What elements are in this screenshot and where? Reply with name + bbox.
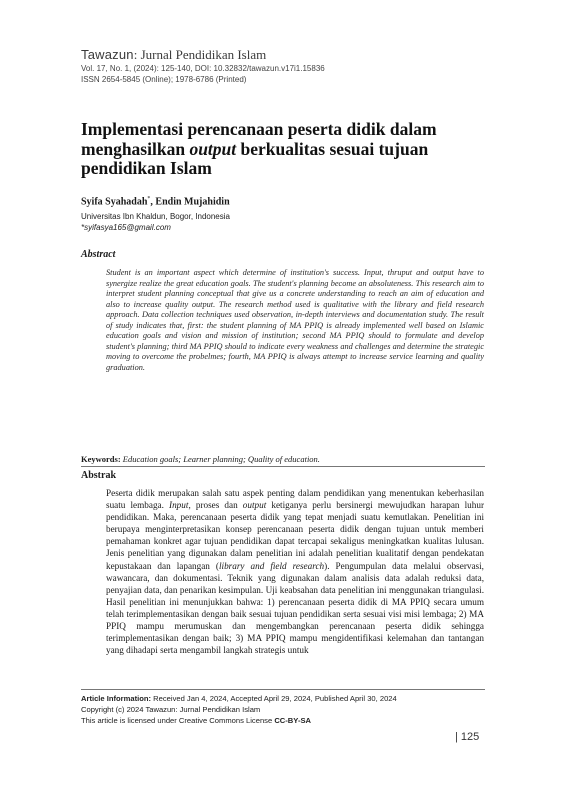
page-number: | 125 — [455, 731, 480, 743]
journal-name — [81, 47, 501, 63]
journal-brand: Tawazun — [81, 47, 134, 62]
info-text: Received Jan 4, 2024, Accepted April 29, 2024, Published April 30, 2024 — [151, 694, 397, 703]
article-title — [81, 120, 481, 179]
authors — [81, 196, 230, 207]
abstrak-heading: Abstrak — [81, 470, 117, 481]
keywords-text: Education goals; Learner planning; Quality of education. — [120, 454, 320, 464]
abstrak-input-term: Input — [169, 500, 189, 511]
abstrak-text-1: Peserta didik merupakan salah satu aspek penting dalam pendidikan yang menentukan keberhasilan suatu lembaga. — [106, 488, 484, 511]
journal-header — [81, 47, 501, 85]
abstrak-text-3: ketiganya perlu bersinergi mewujudkan harapan luhur pendidikan. Maka, perencanaan peserta didik yang tepat menjadi suatu kemutlakan. Penelitian ini berupaya menginterpretasikan konsep perencanaan peserta didik dengan tujuan untuk memberi pemahaman konkret agar tujuan pendidikan dapat tercapai sekaligus meningkatkan kualitas lulusan. Jenis penelitian yang digunakan dalam penelitian ini adalah penelitian kualitatif dengan pendekatan kepustakaan dan lapangan ( — [106, 500, 484, 571]
abstrak-body — [106, 487, 484, 656]
title-text-2: berkualitas sesuai tujuan pendidikan Islam — [81, 138, 429, 178]
article-footer — [81, 693, 485, 726]
keywords-label: Keywords: — [81, 454, 121, 464]
affiliation: Universitas Ibn Khaldun, Bogor, Indonesia — [81, 212, 230, 221]
abstract-heading: Abstract — [81, 249, 116, 260]
abstrak-output-term: output — [242, 500, 267, 511]
title-text-italic: output — [189, 138, 237, 159]
keywords — [81, 454, 320, 464]
journal-subtitle: : Jurnal Pendidikan Islam — [133, 47, 267, 62]
journal-volume-line: Vol. 17, No. 1, (2024): 125-140, DOI: 10.32832/tawazun.v17i1.15836 — [81, 64, 325, 73]
license — [81, 715, 485, 726]
journal-issn-line: ISSN 2654-5845 (Online); 1978-6786 (Printed) — [81, 75, 247, 84]
abstrak-text-4: ). Pengumpulan data melalui observasi, wawancara, dan dokumentasi. Teknik yang digunakan dalam analisis data adalah reduksi data, penyajian data, dan penarikan kesimpulan. Uji keabsahan data penelitian ini menggunakan triangulasi. Hasil penelitian ini menunjukkan bahwa: 1) perencanaan peserta didik di MA PPIQ secara umum telah terimplementasikan dengan baik sesuai tujuan pendidikan serta sesuai visi misi lembaga; 2) MA PPIQ mampu merumuskan dan mengembangkan perencanaan peserta didik sehingga terimplementasikan dengan baik; 3) MA PPIQ mampu mengidentifikasi kelemahan dan tantangan yang dihadapi serta mengambil langkah strategis untuk — [106, 560, 484, 656]
corresponding-mark: * — [147, 196, 151, 202]
abstract-english: Student is an important aspect which determine of institution's success. Input, thruput and output have to synergize realize the great education goals. The student's planning become an absoluteness. This research aim to interpret student planning conceptual that give us a concrete understanding to reach an aim of education and also to increase quality output. The research method used is qualitative with the library and field research approach. Data collection techniques used observation, in-depth interviews and documentation study. The result of study indicates that, first: the student planning of MA PPIQ is already implemented well based on Islamic education goals and vision and mission of institution; second MA PPIQ should to formulate and develop student's planning; third MA PPIQ should to indicate every weakness and challenges and determine the strategic moving to overcome the probelmes; fourth, MA PPIQ is always attempt to increase service learning and quality graduation. — [106, 268, 484, 372]
email: *syifasya165@gmail.com — [81, 223, 171, 232]
divider-keywords — [81, 466, 485, 467]
title-text-1: Implementasi perencanaan peserta didik dalam menghasilkan — [81, 119, 437, 159]
affiliation-block — [81, 211, 230, 233]
info-label: Article Information: — [81, 694, 152, 703]
author-2: , Endin Mujahidin — [150, 196, 230, 208]
license-name: CC-BY-SA — [274, 716, 312, 725]
license-text: This article is licensed under Creative Commons License — [81, 716, 275, 725]
abstrak-text-2: , proses dan — [188, 500, 243, 511]
copyright: Copyright (c) 2024 Tawazun: Jurnal Pendidikan Islam — [81, 705, 261, 714]
divider-footer — [81, 689, 485, 690]
author-1: Syifa Syahadah — [81, 196, 148, 208]
abstrak-research-phrase: library and field research — [218, 560, 325, 571]
article-information — [81, 693, 485, 704]
